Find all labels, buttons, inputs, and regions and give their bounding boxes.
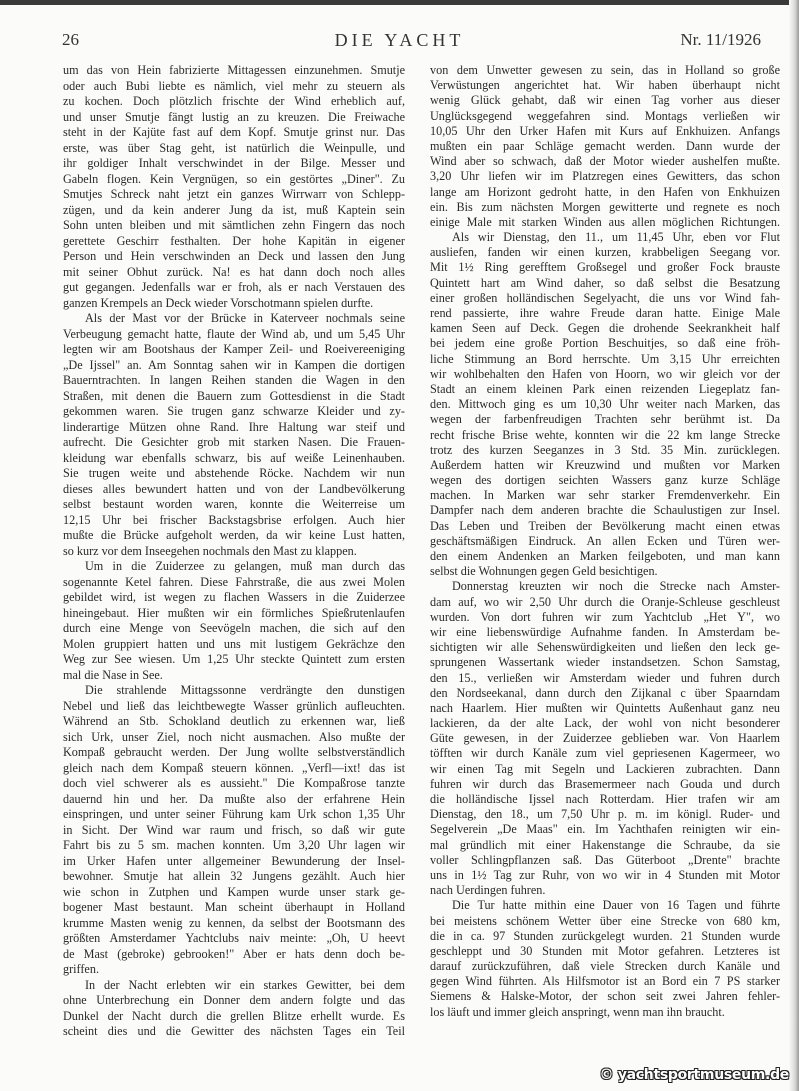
text-line: „De Ijssel" an. Am Sonntag sahen wir in Kampen die dortigen bbox=[63, 357, 405, 372]
text-line: um das von Hein fabrizierte Mittagessen einzunehmen. Smutje bbox=[63, 63, 405, 77]
text-line: ein. Bis zum nächsten Morgen gewitterte und regnete es noch bbox=[430, 199, 780, 214]
text-line: Donnerstag kreuzten wir noch die Strecke nach Amster- bbox=[452, 579, 780, 594]
text-line: wir einen Tag mit Segeln und Lackieren zubrachten. Dann bbox=[430, 761, 780, 776]
text-line: In der Nacht erlebten wir ein starkes Gewitter, bei dem bbox=[85, 977, 405, 992]
text-line: die in ca. 97 Stunden zurückgelegt wurden. 21 Stunden wurde bbox=[430, 928, 780, 943]
text-line: krumme Masten wenig zu kennen, da selbst der Bootsmann des bbox=[63, 915, 405, 930]
text-line: von dem Unwetter gewesen zu sein, das in Holland so große bbox=[430, 63, 780, 77]
text-line: den. Mittwoch ging es um 10,30 Uhr weiter nach Marken, das bbox=[430, 397, 780, 412]
text-line: Molen gruppiert hatten und uns mit lustigem Gekrächze den bbox=[63, 636, 405, 651]
text-line: rend passierte, ihre wahre Freude daran hatte. Einige Male bbox=[430, 306, 780, 320]
text-line: los läuft und immer gleich anspringt, wenn man ihn braucht. bbox=[430, 1004, 725, 1019]
text-line: bei meistens schönem Wetter über eine Strecke von 680 km, bbox=[430, 913, 780, 928]
text-line: dam auf, wo wir 2,50 Uhr durch die Oranje-Schleuse geschleust bbox=[430, 594, 780, 609]
text-line: wir wohlbehalten den Hafen von Hoorn, wo wir gleich vor der bbox=[430, 366, 780, 381]
watermark: © yachtsportmuseum.de bbox=[599, 1067, 789, 1083]
text-line: mal die Nase in See. bbox=[63, 667, 163, 682]
text-line: in Sicht. Der Wind war raum und frisch, so daß wir gute bbox=[63, 822, 405, 837]
text-line: voller Schlingpflanzen saß. Das Güterboot „Drente" brachte bbox=[430, 852, 780, 867]
text-line: Die Tur hatte mithin eine Dauer von 16 Tagen und führte bbox=[452, 898, 780, 913]
text-line: einige Male mit starken Winden aus allen möglichen Richtungen. bbox=[430, 214, 780, 229]
text-line: sich Urk, unser Ziel, noch nicht ausmachen. Also mußte der bbox=[63, 729, 405, 744]
text-line: mußte die Brücke aufgeholt werden, da wir keine Lust hatten, bbox=[63, 528, 405, 542]
text-line: töfften wir durch Kanäle zum viel gepriesenen Kagermeer, wo bbox=[430, 746, 780, 761]
text-line: linderartige Mützen ohne Rand. Ihre Haltung war steif und bbox=[63, 419, 405, 434]
text-line: darauf zurückzuführen, daß viele Strecken durch Kanäle und bbox=[430, 959, 780, 974]
text-line: 12,15 Uhr bei frischer Backstagsbrise erfolgen. Auch hier bbox=[63, 512, 405, 527]
text-line: dieses alles bewundert hatten und von der Landbevölkerung bbox=[63, 481, 405, 496]
text-line: Nebel und ließ das leichtbewegte Wasser grünlich aufleuchten. bbox=[63, 698, 405, 713]
text-line: Quintett hart am Wind daher, so daß selbst die Besatzung bbox=[430, 275, 780, 290]
text-line: bei jedem eine große Portion Beschuitjes, so daß eine fröh- bbox=[430, 336, 780, 351]
text-line: kleidung war ebenfalls schwarz, bis auf weiße Leinenhauben. bbox=[63, 450, 405, 465]
text-line: scheint dies und die Gewitter des nächsten Tages ein Teil bbox=[63, 1024, 405, 1038]
text-line: Um in die Zuiderzee zu gelangen, muß man durch das bbox=[85, 559, 405, 573]
text-line: so kurz vor dem Inseegehen nochmals den Mast zu klappen. bbox=[63, 543, 357, 558]
text-line: durch eine Menge von Seevögeln machen, die sich auf den bbox=[63, 621, 405, 635]
text-line: Sohn unten bleiben und mit sämtlichen zehn Fingern das noch bbox=[63, 218, 405, 232]
text-line: Dunkel der Nacht durch die grellen Blitze erhellt wurde. Es bbox=[63, 1008, 405, 1023]
text-line: sprungenen Wassertank wieder instandsetzen. Schon Samstag, bbox=[430, 655, 780, 670]
text-line: wegen des dortigen seichten Wassers ganz kurze Schläge bbox=[430, 473, 780, 488]
text-line: nach Uerdingen fuhren. bbox=[430, 883, 546, 898]
text-line: und unser Smutje fängt lustig an zu kreuzen. Die Freiwache bbox=[63, 109, 405, 124]
text-line: geschleppt und 30 Stunden mit Motor gefahren. Letzteres ist bbox=[430, 943, 780, 958]
text-line: liche Stimmung an Bord herrschte. Um 3,15 Uhr erreichten bbox=[430, 351, 780, 366]
text-line: wegen der farbenfreudigen Trachten sehr berühmt ist. Da bbox=[430, 412, 780, 427]
text-line: wurden. Von dort fuhren wir zum Yachtclub „Het Y", wo bbox=[430, 609, 780, 624]
text-line: wir eine liebenswürdige Aufnahme fanden. In Amsterdam be- bbox=[430, 624, 780, 639]
text-line: Das Leben und Treiben der Bevölkerung macht einen etwas bbox=[430, 518, 780, 533]
text-line: Fahrt bis zu 5 sm. machen konnten. Um 3,20 Uhr lagen wir bbox=[63, 838, 405, 852]
text-line: Weg zur See wiesen. Um 1,25 Uhr steckte Quintett zum ersten bbox=[63, 652, 405, 666]
text-line: den Nordseekanal, dann durch den Zijkanal c über Spaarndam bbox=[430, 685, 780, 700]
page-number: 26 bbox=[62, 30, 79, 49]
text-line: erste, was über Stag geht, ist natürlich die Weinpulle, und bbox=[63, 140, 405, 155]
text-line: gut gegangen. Jedenfalls war er froh, als er nach Verstauen des bbox=[63, 280, 405, 294]
text-line: den einem Andenken an Marken feilgeboten, und man kann bbox=[430, 549, 780, 563]
text-line: Verwüstungen angerichtet hat. Wir haben überhaupt nicht bbox=[430, 78, 780, 93]
text-line: größten Amsterdamer Yachtclubs naiv meinte: „Oh, U heevt bbox=[63, 931, 405, 945]
text-line: gleich nach dem Kompaß steuern können. „Verfl—ixt! das ist bbox=[63, 760, 405, 775]
text-line: hineingebaut. Hier mußten wir ein förmliches Spießrutenlaufen bbox=[63, 605, 405, 620]
text-line: oder auch Bubi liebte es nämlich, viel mehr zu steuern als bbox=[63, 78, 405, 93]
text-line: ohne Unterbrechung ein Donner dem andern folgte und das bbox=[63, 993, 405, 1007]
text-line: gekommen waren. Sie trugen ganz schwarze Kleider und zy- bbox=[63, 404, 405, 418]
scan-right-edge bbox=[789, 0, 799, 1091]
text-line: Bauerntrachten. In langen Reihen standen die Wagen in den bbox=[63, 373, 405, 387]
text-line: mußten ein paar Schläge gemacht werden. Dann wurde der bbox=[430, 138, 780, 153]
left-text-column bbox=[63, 63, 405, 1040]
text-line: Straßen, mit denen die Bauern zum Gottesdienst in die Stadt bbox=[63, 388, 405, 403]
issue-number: Nr. 11/1926 bbox=[680, 30, 761, 49]
text-line: gegen Wind führten. Als Hilfsmotor ist an Bord ein 7 PS starker bbox=[430, 974, 780, 989]
text-line: Als wir Dienstag, den 11., um 11,45 Uhr, eben vor Flut bbox=[452, 230, 780, 245]
text-line: doch viel schwerer als es aussieht." Die Kompaßrose tanzte bbox=[63, 776, 405, 790]
text-line: zu kochen. Doch plötzlich frischte der Wind erheblich auf, bbox=[63, 94, 405, 108]
text-line: ihr goldiger Inhalt verschwindet in der Bilge. Messer und bbox=[63, 156, 405, 170]
text-line: recht frische Brise wehte, konnten wir die 22 km lange Strecke bbox=[430, 427, 780, 442]
text-line: Stadt an einem kleinen Park einen reizenden Liegeplatz fan- bbox=[430, 381, 780, 396]
text-line: selbst die Wohnungen gegen Geld besichtigen. bbox=[430, 564, 658, 579]
text-line: lackieren, da der alte Lack, der wohl von nicht besonderer bbox=[430, 716, 780, 731]
text-line: 3,20 Uhr liefen wir im Platzregen eines Gewitters, das schon bbox=[430, 169, 780, 184]
text-line: de Mast (gebroke) gebrooken!" Aber er hats denn doch be- bbox=[63, 946, 405, 961]
text-line: 10,05 Uhr den Urker Hafen mit Kurs auf Enkhuizen. Anfangs bbox=[430, 123, 780, 138]
text-line: Verbeugung gemacht hatte, flaute der Wind ab, und um 5,45 Uhr bbox=[63, 326, 405, 341]
text-line: Sie trugen weite und abstehende Röcke. Nachdem wir nun bbox=[63, 466, 405, 480]
text-line: Dienstag, den 18., um 7,50 Uhr p. m. im königl. Ruder- und bbox=[430, 807, 780, 822]
scan-top-edge bbox=[0, 0, 799, 5]
text-line: bewohner. Smutje hat allein 32 Jungens gezählt. Auch hier bbox=[63, 869, 405, 883]
text-line: mit seiner Obhut zurück. Na! es hat dann doch noch alles bbox=[63, 264, 405, 279]
text-line: ganzen Krempels an Deck wieder Vorschotmann spielen durfte. bbox=[63, 295, 374, 310]
text-line: Segelverein „De Maas" ein. Im Yachthafen reinigten wir ein- bbox=[430, 822, 780, 837]
running-title: DIE YACHT bbox=[334, 30, 465, 50]
text-line: wenig Glück gehabt, daß wir einen Tag vorher aus dieser bbox=[430, 93, 780, 108]
text-line: uns in 1½ Tag zur Ruhr, von wo wir in 4 Stunden mit Motor bbox=[430, 867, 780, 882]
text-line: einer großen holländischen Segelyacht, die uns vor Wind fah- bbox=[430, 290, 780, 305]
text-line: im Urker Hafen unter allgemeiner Bewunderung der Insel- bbox=[63, 853, 405, 868]
text-line: legten wir am Bootshaus der Kamper Zeil- und Roeivereeniging bbox=[63, 342, 405, 356]
text-line: mal gründlich mit einer Hakenstange die Schraube, da sie bbox=[430, 837, 780, 852]
text-line: Wind aber so schwach, daß der Motor wieder aushelfen mußte. bbox=[430, 154, 780, 169]
text-line: ausliefen, fanden wir einen kurzen, krabbeligen Seegang vor. bbox=[430, 245, 780, 260]
text-line: bogener Mast bestaunt. Man scheint überhaupt in Holland bbox=[63, 900, 405, 914]
right-text-column bbox=[430, 63, 780, 1020]
text-line: lange am Horizont gedroht hatte, in den Hafen von Enkhuizen bbox=[430, 184, 780, 199]
text-line: griffen. bbox=[63, 962, 99, 976]
text-line: sogenannte Ketel fahren. Diese Fahrstraße, die aus zwei Molen bbox=[63, 574, 405, 589]
text-line: sichtigten wir alle Sehenswürdigkeiten und ließen den leck ge- bbox=[430, 640, 780, 655]
text-line: steht in der Kajüte fast auf dem Kopf. Smutje grinst nur. Das bbox=[63, 125, 405, 139]
text-line: die holländische Ijssel nach Rotterdam. Hier trafen wir am bbox=[430, 792, 780, 806]
text-line: Güte gewesen, in der Zuiderzee geblieben war. Von Haarlem bbox=[430, 731, 780, 746]
text-line: kamen Seen auf Deck. Gegen die drohende Seekrankheit half bbox=[430, 321, 780, 336]
text-line: Siemens & Halske-Motor, der schon seit zwei Jahren fehler- bbox=[430, 989, 780, 1004]
text-line: Dampfer nach dem anderen brachte die Schaulustigen zur Insel. bbox=[430, 503, 780, 518]
text-line: nach Haarlem. Hier mußten wir Quintetts Außenhaut ganz neu bbox=[430, 700, 780, 715]
text-line: aufrecht. Die Gesichter grob mit starken Nasen. Die Frauen- bbox=[63, 435, 405, 449]
text-line: einspringen, und unter seiner Führung kam Urk schon 1,35 Uhr bbox=[63, 807, 405, 821]
text-line: Mit 1½ Ring gerefftem Großsegel und großer Fock brauste bbox=[430, 260, 780, 275]
text-line: Während an Stb. Schokland deutlich zu erkennen war, ließ bbox=[63, 714, 405, 728]
text-line: gebildet wird, ist wegen zu flachen Wassers in die Zuiderzee bbox=[63, 590, 405, 604]
text-line: gerettete Geschirr festhalten. Der hohe Kapitän in eigener bbox=[63, 233, 405, 248]
text-line: Die strahlende Mittagssonne verdrängte den dunstigen bbox=[85, 683, 405, 697]
text-line: Person und Hein verschwinden an Deck und lassen den Jung bbox=[63, 249, 405, 263]
text-line: Smutjes Schreck naht jetzt ein ganzes Wirrwarr von Schlepp- bbox=[63, 187, 405, 201]
text-line: den 15., verließen wir Amsterdam wieder und fuhren durch bbox=[430, 670, 780, 685]
text-line: machen. In Marken war sehr starker Fremdenverkehr. Ein bbox=[430, 488, 780, 503]
text-line: Außerdem hatten wir Kreuzwind und mußten vor Marken bbox=[430, 457, 780, 472]
text-line: Kompaß gebraucht werden. Der Jung wollte selbstverständlich bbox=[63, 745, 405, 759]
text-line: wie schon in Zutphen und Kampen wurde unser stark ge- bbox=[63, 884, 405, 899]
text-line: selbst bestaunt worden waren, konnte die Weiterreise um bbox=[63, 497, 405, 511]
text-line: Gabeln flogen. Kein Vergnügen, so ein gestörtes „Diner". Zu bbox=[63, 171, 405, 186]
text-line: zügen, und da kein anderer Jung da ist, muß Kaptein sein bbox=[63, 202, 405, 217]
text-line: Unglücksgegend weggefahren sind. Montags verließen wir bbox=[430, 108, 780, 123]
text-line: trotz des kurzen Seeganzes in 3 Std. 35 Min. zurücklegen. bbox=[430, 442, 780, 457]
text-line: fuhren wir durch das Brasemermeer nach Gouda und durch bbox=[430, 776, 780, 791]
text-line: dauernd hin und her. Da mußte also der erfahrene Hein bbox=[63, 791, 405, 806]
text-line: Als der Mast vor der Brücke in Katerveer nochmals seine bbox=[85, 311, 405, 325]
text-line: geschäftsmäßigen Eindruck. An allen Ecken und Türen wer- bbox=[430, 533, 780, 548]
